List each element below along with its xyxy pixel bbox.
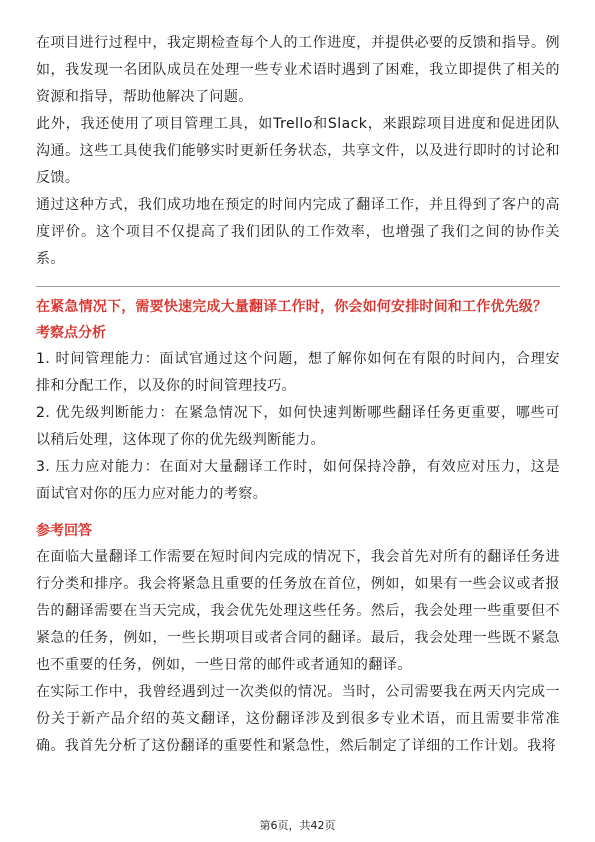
answer-paragraph-1: 在面临大量翻译工作需要在短时间内完成的情况下，我会首先对所有的翻译任务进行分类和排序。我会将紧急且重要的任务放在首位，例如，如果有一些会议或者报告的翻译需要在当天完成，我会优先处理这些任务。然后，我会处理一些重要但不紧急的任务，例如，一些长期项目或者合同的翻译。最后，我会处理一些既不紧急也不重要的任务，例如，一些日常的邮件或者通知的翻译。	[36, 549, 560, 673]
answer-paragraph-2: 在实际工作中，我曾经遇到过一次类似的情况。当时，公司需要我在两天内完成一份关于新产品介绍的英文翻译，这份翻译涉及到很多专业术语，而且需要非常准确。我首先分析了这份翻译的重要性和紧急性，然后制定了详细的工作计划。我将	[36, 684, 560, 754]
section-divider	[36, 286, 560, 287]
intro-paragraph-3: 通过这种方式，我们成功地在预定的时间内完成了翻译工作，并且得到了客户的高度评价。这个项目不仅提高了我们团队的工作效率，也增强了我们之间的协作关系。	[36, 197, 560, 267]
analysis-item-2: 2. 优先级判断能力：在紧急情况下，如何快速判断哪些翻译任务更重要，哪些可以稍后处理，这体现了你的优先级判断能力。	[36, 405, 560, 448]
answer-title: 参考回答	[36, 523, 92, 539]
analysis-item-1: 1. 时间管理能力：面试官通过这个问题，想了解你如何在有限的时间内，合理安排和分配工作，以及你的时间管理技巧。	[36, 351, 560, 394]
intro-paragraph-1: 在项目进行过程中，我定期检查每个人的工作进度，并提供必要的反馈和指导。例如，我发现一名团队成员在处理一些专业术语时遇到了困难，我立即提供了相关的资源和指导，帮助他解决了问题。	[36, 35, 560, 105]
analysis-item-3: 3. 压力应对能力：在面对大量翻译工作时，如何保持冷静，有效应对压力，这是面试官对你的压力应对能力的考察。	[36, 459, 560, 502]
analysis-title: 考察点分析	[36, 325, 106, 341]
interview-question: 在紧急情况下，需要快速完成大量翻译工作时，你会如何安排时间和工作优先级？	[36, 299, 548, 315]
intro-paragraph-2: 此外，我还使用了项目管理工具，如Trello和Slack，来跟踪项目进度和促进团队沟通。这些工具使我们能够实时更新任务状态，共享文件，以及进行即时的讨论和反馈。	[36, 116, 560, 186]
page-number: 第6页，共42页	[259, 819, 336, 832]
document-body	[36, 30, 560, 760]
